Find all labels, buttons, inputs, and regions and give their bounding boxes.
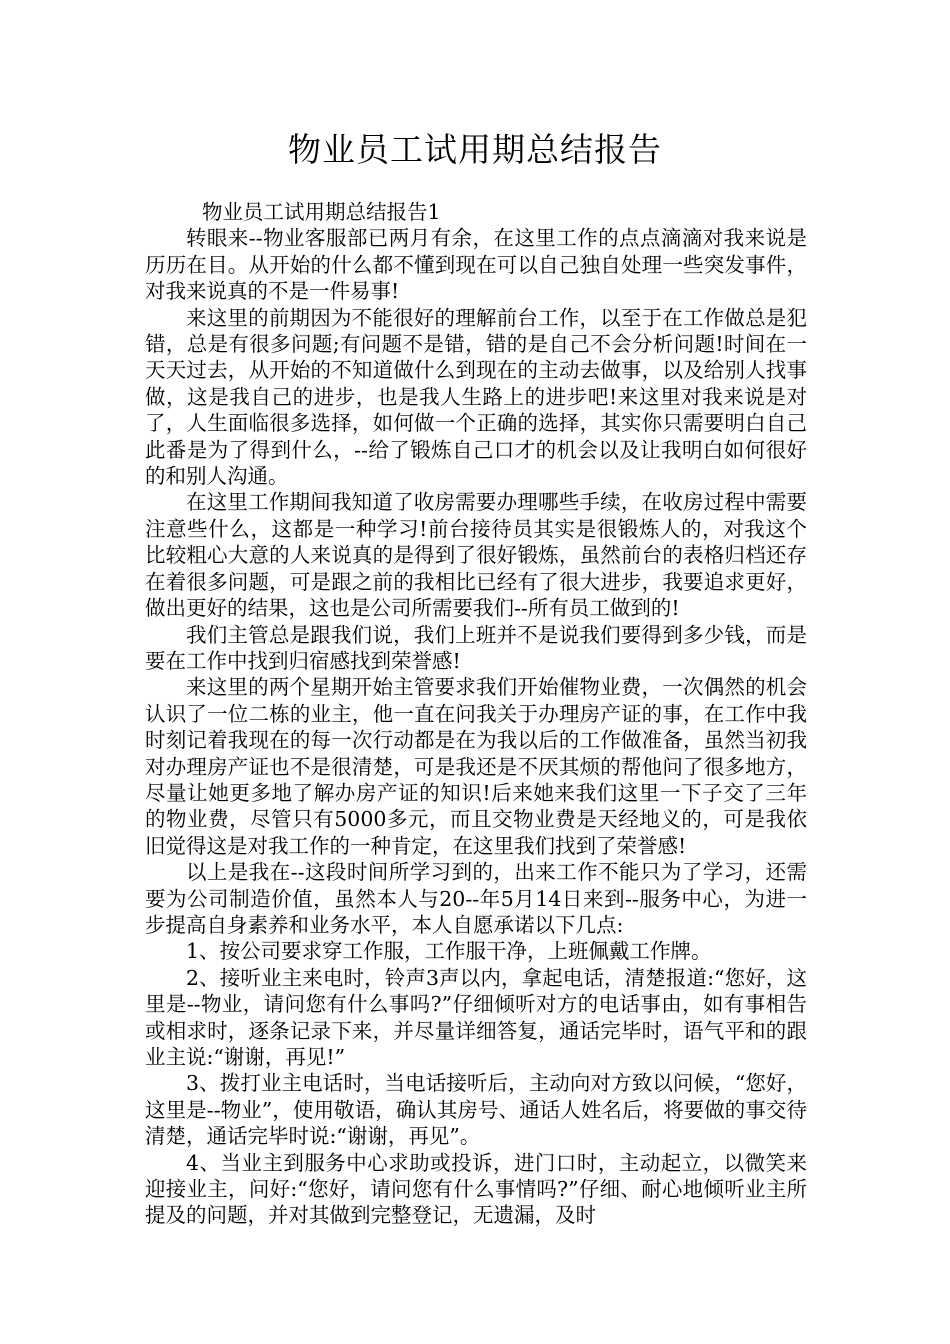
list-item: 2、接听业主来电时，铃声3声以内，拿起电话，清楚报道:“您好，这里是--物业，请问您有什么事吗?”仔细倾听对方的电话事由，如有事相告或相求时，逐条记录下来，并尽量详细答复，通话完毕时，语气平和的跟业主说:“谢谢，再见!” [145,965,807,1069]
list-item: 3、拨打业主电话时，当电话接听后，主动向对方致以问候，“您好，这里是--物业”，使用敬语，确认其房号、通话人姓名后，将要做的事交待清楚，通话完毕时说:“谢谢，再见”。 [145,1071,807,1149]
list-item: 4、当业主到服务中心求助或投诉，进门口时，主动起立，以微笑来迎接业主，问好:“您好，请问您有什么事情吗?”仔细、耐心地倾听业主所提及的问题，并对其做到完整登记，无遗漏，及时 [145,1150,807,1228]
paragraph: 来这里的两个星期开始主管要求我们开始催物业费，一次偶然的机会认识了一位二栋的业主，他一直在问我关于办理房产证的事，在工作中我时刻记着我现在的每一次行动都是在为我以后的工作做准备，虽然当初我对办理房产证也不是很清楚，可是我还是不厌其烦的帮他问了很多地方，尽量让她更多地了解办房产证的知识!后来她来我们这里一下子交了三年的物业费，尽管只有5000多元，而且交物业费是天经地义的，可是我依旧觉得这是对我工作的一种肯定，在这里我们找到了荣誉感! [145,675,807,858]
document-title: 物业员工试用期总结报告 [288,130,662,169]
paragraph: 转眼来--物业客服部已两月有余，在这里工作的点点滴滴对我来说是历历在目。从开始的什么都不懂到现在可以自己独自处理一些突发事件，对我来说真的不是一件易事! [145,226,807,304]
paragraph-subtitle: 物业员工试用期总结报告1 [202,200,441,224]
list-item: 1、按公司要求穿工作服，工作服干净，上班佩戴工作牌。 [186,939,712,964]
paragraph: 在这里工作期间我知道了收房需要办理哪些手续，在收房过程中需要注意些什么，这都是一种学习!前台接待员其实是很锻炼人的，对我这个比较粗心大意的人来说真的是得到了很好锻炼，虽然前台的表格归档还存在着很多问题，可是跟之前的我相比已经有了很大进步，我要追求更好，做出更好的结果，这也是公司所需要我们--所有员工做到的! [145,490,807,621]
paragraph: 来这里的前期因为不能很好的理解前台工作，以至于在工作做总是犯错，总是有很多问题;有问题不是错，错的是自己不会分析问题!时间在一天天过去，从开始的不知道做什么到现在的主动去做事，以及给别人找事做，这是我自己的进步，也是我人生路上的进步吧!来这里对我来说是对了，人生面临很多选择，如何做一个正确的选择，其实你只需要明白自己此番是为了得到什么，--给了锻炼自己口才的机会以及让我明白如何很好的和别人沟通。 [145,305,807,489]
paragraph: 我们主管总是跟我们说，我们上班并不是说我们要得到多少钱，而是要在工作中找到归宿感找到荣誉感! [145,622,807,673]
paragraph: 以上是我在--这段时间所学习到的，出来工作不能只为了学习，还需要为公司制造价值，虽然本人与20--年5月14日来到--服务中心，为进一步提高自身素养和业务水平，本人自愿承诺以下几点: [145,860,807,937]
document-body [145,199,807,1229]
